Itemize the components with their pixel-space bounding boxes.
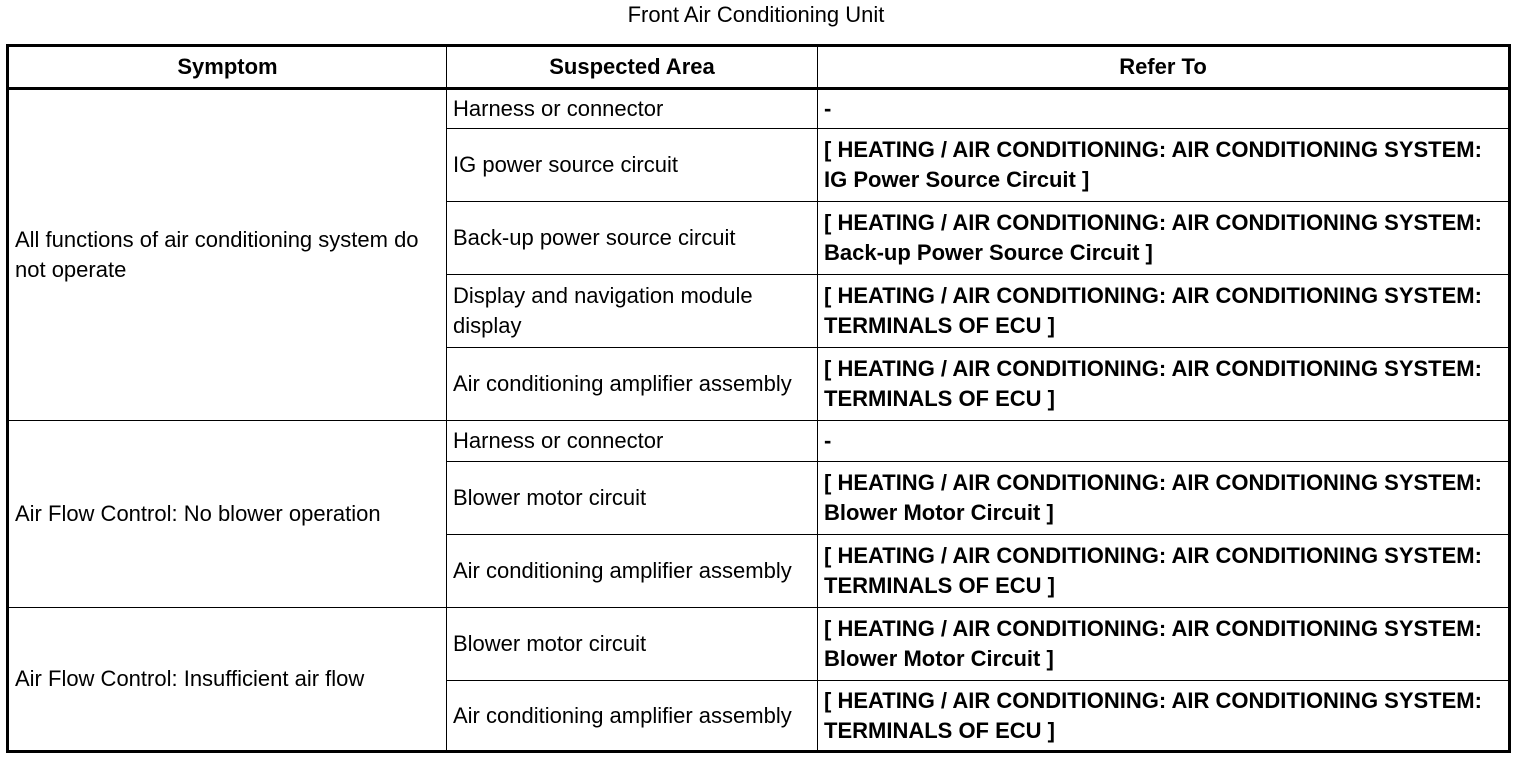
refer-to-link[interactable]: [ HEATING / AIR CONDITIONING: AIR CONDITIONING SYSTEM: TERMINALS OF ECU ] xyxy=(818,348,1510,421)
table-row xyxy=(8,89,1510,129)
suspected-area-cell: Air conditioning amplifier assembly xyxy=(447,348,818,421)
header-row xyxy=(8,46,1510,89)
header-symptom: Symptom xyxy=(8,46,447,89)
suspected-area-cell: Air conditioning amplifier assembly xyxy=(447,535,818,608)
refer-to-link[interactable]: [ HEATING / AIR CONDITIONING: AIR CONDITIONING SYSTEM: TERMINALS OF ECU ] xyxy=(818,275,1510,348)
refer-to-link[interactable]: [ HEATING / AIR CONDITIONING: AIR CONDITIONING SYSTEM: TERMINALS OF ECU ] xyxy=(818,681,1510,752)
refer-to-link[interactable]: [ HEATING / AIR CONDITIONING: AIR CONDITIONING SYSTEM: Back-up Power Source Circuit ] xyxy=(818,202,1510,275)
refer-to-link[interactable]: [ HEATING / AIR CONDITIONING: AIR CONDITIONING SYSTEM: IG Power Source Circuit ] xyxy=(818,129,1510,202)
refer-to-link[interactable]: [ HEATING / AIR CONDITIONING: AIR CONDITIONING SYSTEM: Blower Motor Circuit ] xyxy=(818,608,1510,681)
table-caption: Front Air Conditioning Unit xyxy=(627,2,885,27)
suspected-area-cell: Harness or connector xyxy=(447,89,818,129)
refer-to-link[interactable]: [ HEATING / AIR CONDITIONING: AIR CONDITIONING SYSTEM: Blower Motor Circuit ] xyxy=(818,462,1510,535)
suspected-area-cell: Blower motor circuit xyxy=(447,462,818,535)
suspected-area-cell: Air conditioning amplifier assembly xyxy=(447,681,818,752)
header-suspected-area: Suspected Area xyxy=(447,46,818,89)
suspected-area-cell: Blower motor circuit xyxy=(447,608,818,681)
suspected-area-cell: Back-up power source circuit xyxy=(447,202,818,275)
refer-to-link[interactable]: [ HEATING / AIR CONDITIONING: AIR CONDITIONING SYSTEM: TERMINALS OF ECU ] xyxy=(818,535,1510,608)
symptom-cell: Air Flow Control: Insufficient air flow xyxy=(8,608,447,752)
table-row xyxy=(8,608,1510,681)
symptom-cell: All functions of air conditioning system do not operate xyxy=(8,89,447,421)
suspected-area-cell: Display and navigation module display xyxy=(447,275,818,348)
troubleshooting-table xyxy=(6,44,1511,753)
suspected-area-cell: Harness or connector xyxy=(447,421,818,462)
symptom-cell: Air Flow Control: No blower operation xyxy=(8,421,447,608)
header-refer-to: Refer To xyxy=(818,46,1510,89)
table-row xyxy=(8,421,1510,462)
suspected-area-cell: IG power source circuit xyxy=(447,129,818,202)
refer-to-cell: - xyxy=(818,421,1510,462)
refer-to-cell: - xyxy=(818,89,1510,129)
